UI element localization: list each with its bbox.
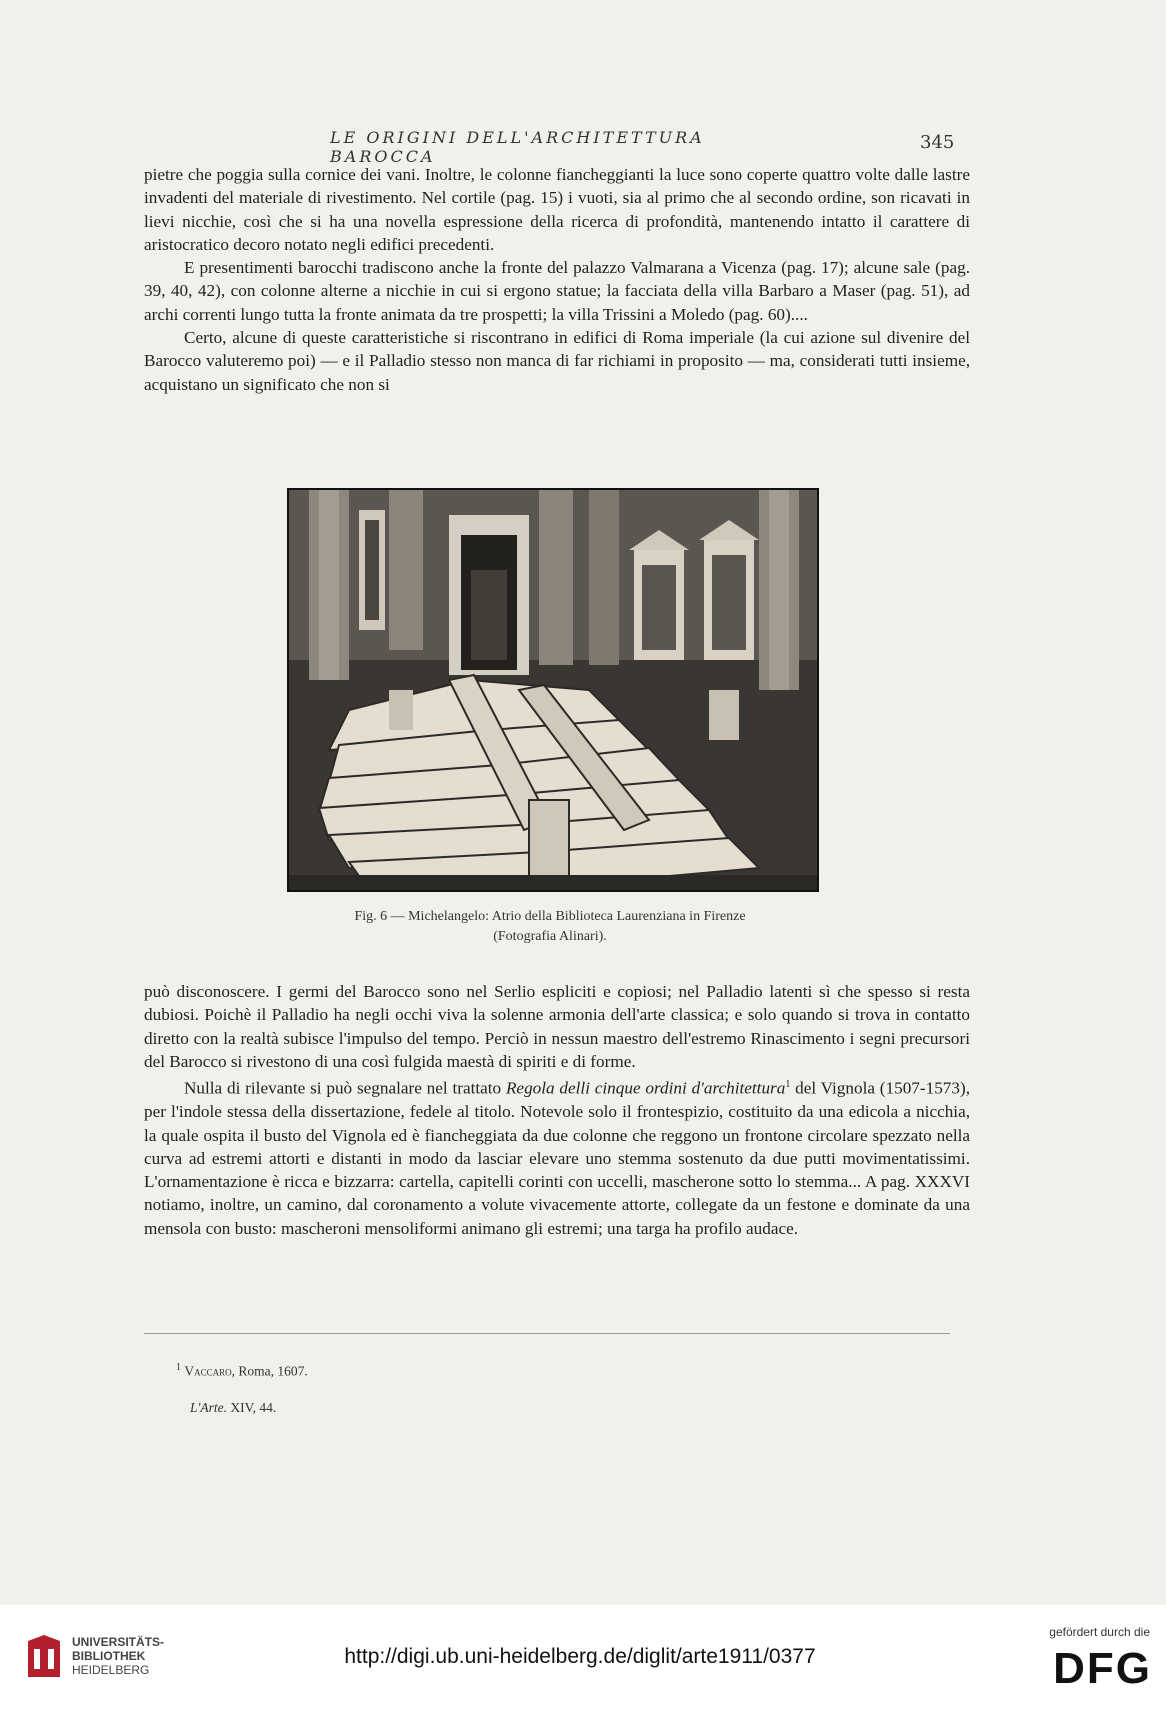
- dfg-logo: DFG: [1053, 1644, 1152, 1693]
- running-title: LE ORIGINI DELL'ARCHITETTURA BAROCCA: [330, 128, 705, 166]
- journal-name: L'Arte.: [190, 1400, 228, 1415]
- library-line: HEIDELBERG: [72, 1663, 150, 1677]
- funded-by-label: gefördert durch die: [1049, 1625, 1150, 1639]
- treatise-title: Regola delli cinque ordini d'architettura: [505, 1078, 786, 1098]
- library-line: UNIVERSITÄTS-: [72, 1635, 165, 1649]
- figure-caption: [230, 907, 870, 947]
- paragraph: pietre che poggia sulla cornice dei vani. Inoltre, le colonne fiancheggianti la luce sono coperte quattro volte dalle lastre invadenti del materiale di rivestimento. Nel cortile (pag. 15) i vuoti, sia al primo che al secondo ordine, son ricavati in lievi nicchie, così che si ha una novella espressione della ricerca di profondità, mantenendo intatto il carattere di aristocratico decoro notato negli edifici precedenti.: [144, 165, 970, 254]
- figure-photo-staircase: [287, 488, 819, 892]
- permalink-url[interactable]: http://digi.ub.uni-heidelberg.de/diglit/arte1911/0377: [344, 1645, 816, 1668]
- ub-heidelberg-logo-icon: [24, 1633, 64, 1681]
- page-number: 345: [920, 132, 955, 153]
- printer-signature: [190, 1400, 276, 1416]
- digitization-footer: [0, 1605, 1166, 1714]
- library-line: BIBLIOTHEK: [72, 1649, 146, 1663]
- footnote-divider: [144, 1333, 950, 1334]
- paragraph: Certo, alcune di queste caratteristiche si riscontrano in edifici di Roma imperiale (la cui azione sul divenire del Barocco valuteremo poi) — e il Palladio stesso non manca di far richiami in proposito — ma, considerati tutti insieme, acquistano un significato che non si: [144, 328, 970, 394]
- footnote-text: , Roma, 1607.: [231, 1363, 308, 1379]
- paragraph: E presentimenti barocchi tradiscono anche la fronte del palazzo Valmarana a Vicenza (pag. 17); alcune sale (pag. 39, 40, 42), con colonne alterne a nicchie in cui si ergono statue; la facciata della villa Barbaro a Maser (pag. 51), ad archi correnti lungo tutta la fronte animata da tre prospetti; la villa Trissini a Moledo (pag. 60)....: [144, 258, 970, 324]
- footnote: [176, 1362, 308, 1380]
- paragraph-rest: del Vignola (1507-1573), per l'indole stessa della dissertazione, fedele al titolo. Notevole solo il frontespizio, costituito da una edicola a nicchia, la quale ospita il busto del Vignola ed è fiancheggiata da due colonne che reggono un frontone circolare spezzato nella curva ad estremi attorti e distanti in modo da lasciar elevare uno stemma sostenuto da due putti movimentatissimi. L'ornamentazione è ricca e bizzarra: cartella, capitelli corinti con uccelli, mascherone sotto lo stemma... A pag. XXXVI notiamo, inoltre, un camino, dal coronamento a volute vivacemente attorte, collegate da un festone e dominate da una mensola con busto: mascheroni mensoliformi animano gli estremi; una targa ha profilo audace.: [144, 1078, 971, 1238]
- text-block-bottom: [144, 980, 970, 1240]
- footnote-author: Vaccaro: [184, 1363, 232, 1379]
- caption-line: Fig. 6 — Michelangelo: Atrio della Biblioteca Laurenziana in Firenze: [354, 909, 746, 924]
- caption-credit: (Fotografia Alinari).: [493, 929, 607, 944]
- paragraph: può disconoscere. I germi del Barocco sono nel Serlio espliciti e copiosi; nel Palladio latenti sì che spesso si resta dubiosi. Poichè il Palladio ha negli occhi viva la solenne armonia dell'arte classica; e solo quando si trova in contatto diretto con la realtà subisce l'impulso del tempo. Perciò in nessun maestro dell'estremo Rinascimento i segni precursori del Barocco si rivestono di una così fulgida maestà di spiriti e di forme.: [144, 982, 970, 1071]
- staircase-illustration: [289, 490, 817, 890]
- library-name: [72, 1635, 202, 1677]
- footnote-marker: 1: [176, 1362, 181, 1373]
- paragraph-start: Nulla di rilevante si può segnalare nel trattato: [184, 1078, 502, 1098]
- footnote-ref: 1: [785, 1079, 791, 1091]
- text-block-top: [144, 163, 970, 396]
- paragraph: [144, 1073, 970, 1240]
- volume-mark: XIV, 44.: [230, 1400, 277, 1415]
